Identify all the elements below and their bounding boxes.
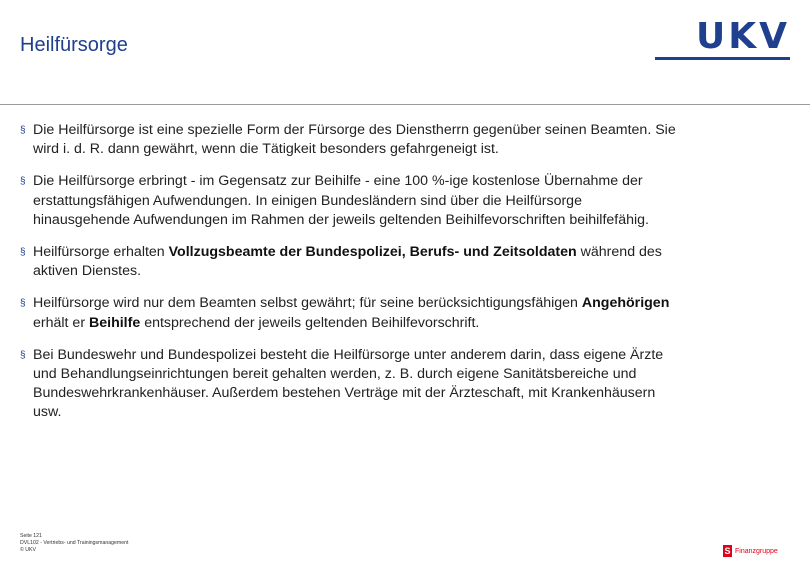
bullet-list [20, 121, 680, 436]
bullet-segment: während des aktiven Dienstes. [33, 244, 662, 280]
bullet-segment: entsprechend der jeweils geltenden Beihilfevorschrift. [140, 314, 480, 331]
bullet-item [20, 346, 680, 423]
logo-underline [655, 57, 790, 60]
bullet-segment: Die Heilfürsorge ist eine spezielle Form der Fürsorge des Dienstherrn gegenüber seinen Beamten. Sie wird i. d. R. dann gewährt, wenn die Tätigkeit besonders gefahrgeneigt ist. [33, 122, 676, 158]
bullet-segment: erhält er [33, 314, 89, 331]
footer-page: Seite 121 [20, 533, 42, 539]
bullet-text [33, 173, 649, 227]
bullet-text [33, 347, 663, 421]
bullet-item [20, 243, 680, 281]
footer-copyright: © UKV [20, 547, 36, 553]
bullet-emphasis: Angehörigen [581, 295, 670, 312]
bullet-marker: § [20, 349, 26, 361]
bullet-item [20, 172, 680, 230]
bullet-segment: Die Heilfürsorge erbringt - im Gegensatz zur Beihilfe - eine 100 %-ige kostenlose Übernahme der erstattungsfähigen Aufwendungen. In einigen Bundesländern sind über die Heilfürsorge hinausgehende Aufwendungen im Rahmen der jeweils geltenden Beihilfevorschriften beihilfefähig. [33, 173, 649, 228]
bullet-text [33, 244, 662, 279]
finanzgruppe-logo [723, 545, 793, 557]
bullet-marker: § [20, 298, 26, 310]
footer [20, 533, 128, 554]
page-title: Heilfürsorge [20, 34, 128, 56]
bullet-marker: § [20, 247, 26, 259]
bullet-segment: Heilfürsorge erhalten [33, 244, 169, 261]
ukv-logo [655, 18, 790, 60]
bullet-item [20, 121, 680, 159]
footer-course: DVL102 - Vertriebs- und Trainingsmanagement [20, 540, 129, 546]
header-divider [0, 104, 810, 105]
bullet-text [33, 295, 669, 330]
brand-text: Finanzgruppe [735, 547, 778, 555]
bullet-marker: § [20, 176, 26, 188]
bullet-emphasis: Beihilfe [89, 314, 141, 331]
bullet-item [20, 294, 680, 332]
bullet-segment: Bei Bundeswehr und Bundespolizei besteht die Heilfürsorge unter anderem darin, dass eigene Ärzte und Behandlungseinrichtungen bereit gehalten werden, z. B. durch eigene Sanitätsbereiche und Bundeswehrkrankenhäuser. Außerdem bestehen Verträge mit der Ärzteschaft, mit Krankenhäusern usw. [33, 346, 664, 421]
sparkasse-s-icon: S [724, 546, 731, 556]
bullet-emphasis: Vollzugsbeamte der Bundespolizei, Berufs- und Zeitsoldaten [168, 244, 577, 261]
logo-text: UKV [696, 16, 790, 57]
bullet-segment: Heilfürsorge wird nur dem Beamten selbst gewährt; für seine berücksichtigungsfähigen [33, 295, 582, 312]
bullet-marker: § [20, 125, 26, 136]
bullet-text [33, 122, 676, 157]
